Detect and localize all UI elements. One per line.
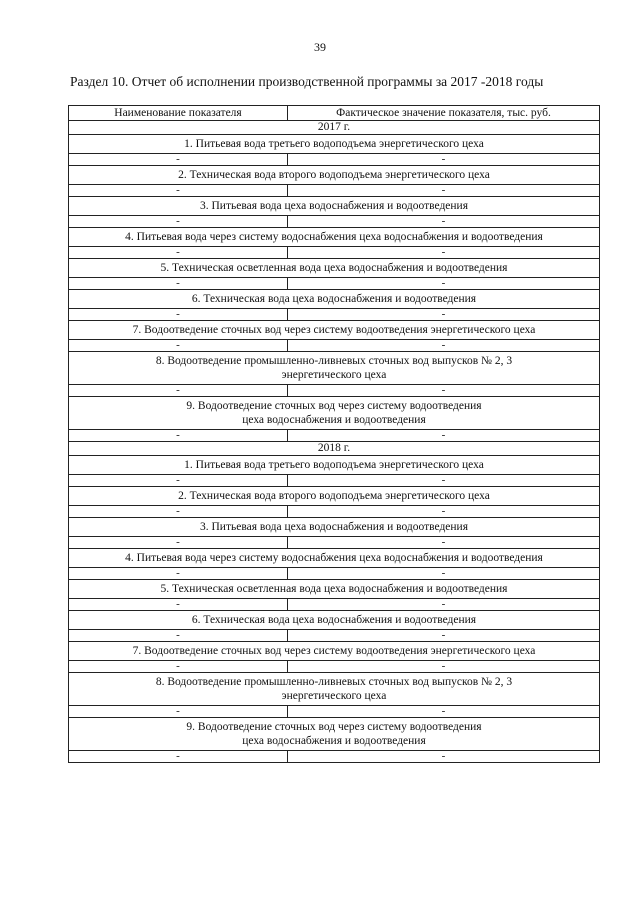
indicator-value: - (69, 154, 288, 166)
year-row (69, 121, 600, 135)
indicator-value: - (69, 506, 288, 518)
section-title (69, 718, 600, 751)
year-label: 2017 г. (69, 121, 600, 135)
section-row (69, 549, 600, 568)
section-row (69, 456, 600, 475)
section-title: 3. Питьевая вода цеха водоснабжения и водоотведения (69, 197, 600, 216)
section-title (69, 397, 600, 430)
section-title-line: энергетического цеха (281, 690, 387, 702)
year-row (69, 442, 600, 456)
section-row (69, 197, 600, 216)
actual-value: - (288, 278, 600, 290)
header-indicator-name: Наименование показателя (69, 106, 288, 121)
actual-value: - (288, 247, 600, 259)
value-row (69, 537, 600, 549)
indicator-value: - (69, 216, 288, 228)
section-row (69, 718, 600, 751)
value-row (69, 506, 600, 518)
value-row (69, 706, 600, 718)
section-row (69, 397, 600, 430)
value-row (69, 340, 600, 352)
section-row (69, 352, 600, 385)
section-title: 2. Техническая вода второго водоподъема энергетического цеха (69, 166, 600, 185)
section-title: 4. Питьевая вода через систему водоснабжения цеха водоснабжения и водоотведения (69, 549, 600, 568)
value-row (69, 568, 600, 580)
actual-value: - (288, 537, 600, 549)
year-label: 2018 г. (69, 442, 600, 456)
section-title: 2. Техническая вода второго водоподъема энергетического цеха (69, 487, 600, 506)
value-row (69, 278, 600, 290)
section-row (69, 228, 600, 247)
section-title: 7. Водоотведение сточных вод через систему водоотведения энергетического цеха (69, 642, 600, 661)
indicator-value: - (69, 706, 288, 718)
indicator-value: - (69, 278, 288, 290)
table-header-row (69, 106, 600, 121)
document-title: Раздел 10. Отчет об исполнении производственной программы за 2017 -2018 годы (70, 74, 544, 89)
indicator-value: - (69, 630, 288, 642)
actual-value: - (288, 475, 600, 487)
actual-value: - (288, 751, 600, 763)
section-title: 1. Питьевая вода третьего водоподъема энергетического цеха (69, 456, 600, 475)
section-title-line: энергетического цеха (281, 369, 387, 381)
value-row (69, 154, 600, 166)
indicator-value: - (69, 568, 288, 580)
value-row (69, 630, 600, 642)
indicator-value: - (69, 537, 288, 549)
section-title (69, 673, 600, 706)
actual-value: - (288, 630, 600, 642)
page-number: 39 (314, 40, 326, 54)
actual-value: - (288, 661, 600, 673)
section-title-line: цеха водоснабжения и водоотведения (242, 735, 426, 747)
section-row (69, 611, 600, 630)
indicator-value: - (69, 751, 288, 763)
actual-value: - (288, 568, 600, 580)
section-title-line: цеха водоснабжения и водоотведения (242, 414, 426, 426)
section-row (69, 321, 600, 340)
actual-value: - (288, 340, 600, 352)
value-row (69, 599, 600, 611)
actual-value: - (288, 154, 600, 166)
section-row (69, 290, 600, 309)
section-title-line: 8. Водоотведение промышленно-ливневых сточных вод выпусков № 2, 3 (155, 355, 513, 367)
value-row (69, 185, 600, 197)
section-title-line: 8. Водоотведение промышленно-ливневых сточных вод выпусков № 2, 3 (155, 676, 513, 688)
section-row (69, 259, 600, 278)
section-title (69, 352, 600, 385)
actual-value: - (288, 309, 600, 321)
section-title: 6. Техническая вода цеха водоснабжения и водоотведения (69, 290, 600, 309)
section-title-line: 9. Водоотведение сточных вод через систему водоотведения (186, 721, 482, 733)
section-title: 1. Питьевая вода третьего водоподъема энергетического цеха (69, 135, 600, 154)
actual-value: - (288, 385, 600, 397)
indicator-value: - (69, 385, 288, 397)
section-title: 7. Водоотведение сточных вод через систему водоотведения энергетического цеха (69, 321, 600, 340)
section-row (69, 135, 600, 154)
indicator-value: - (69, 475, 288, 487)
actual-value: - (288, 706, 600, 718)
indicator-value: - (69, 430, 288, 442)
actual-value: - (288, 599, 600, 611)
value-row (69, 661, 600, 673)
header-actual-value: Фактическое значение показателя, тыс. руб. (288, 106, 600, 121)
section-title: 5. Техническая осветленная вода цеха водоснабжения и водоотведения (69, 580, 600, 599)
value-row (69, 430, 600, 442)
indicator-value: - (69, 661, 288, 673)
actual-value: - (288, 506, 600, 518)
value-row (69, 216, 600, 228)
indicator-value: - (69, 185, 288, 197)
actual-value: - (288, 185, 600, 197)
actual-value: - (288, 216, 600, 228)
value-row (69, 247, 600, 259)
section-row (69, 166, 600, 185)
report-table (68, 105, 600, 763)
indicator-value: - (69, 599, 288, 611)
section-row (69, 518, 600, 537)
value-row (69, 475, 600, 487)
value-row (69, 385, 600, 397)
indicator-value: - (69, 340, 288, 352)
section-row (69, 642, 600, 661)
section-title-line: 9. Водоотведение сточных вод через систему водоотведения (186, 400, 482, 412)
value-row (69, 309, 600, 321)
section-title: 3. Питьевая вода цеха водоснабжения и водоотведения (69, 518, 600, 537)
value-row (69, 751, 600, 763)
section-row (69, 580, 600, 599)
indicator-value: - (69, 309, 288, 321)
indicator-value: - (69, 247, 288, 259)
section-title: 6. Техническая вода цеха водоснабжения и водоотведения (69, 611, 600, 630)
section-title: 4. Питьевая вода через систему водоснабжения цеха водоснабжения и водоотведения (69, 228, 600, 247)
section-title: 5. Техническая осветленная вода цеха водоснабжения и водоотведения (69, 259, 600, 278)
section-row (69, 487, 600, 506)
section-row (69, 673, 600, 706)
actual-value: - (288, 430, 600, 442)
